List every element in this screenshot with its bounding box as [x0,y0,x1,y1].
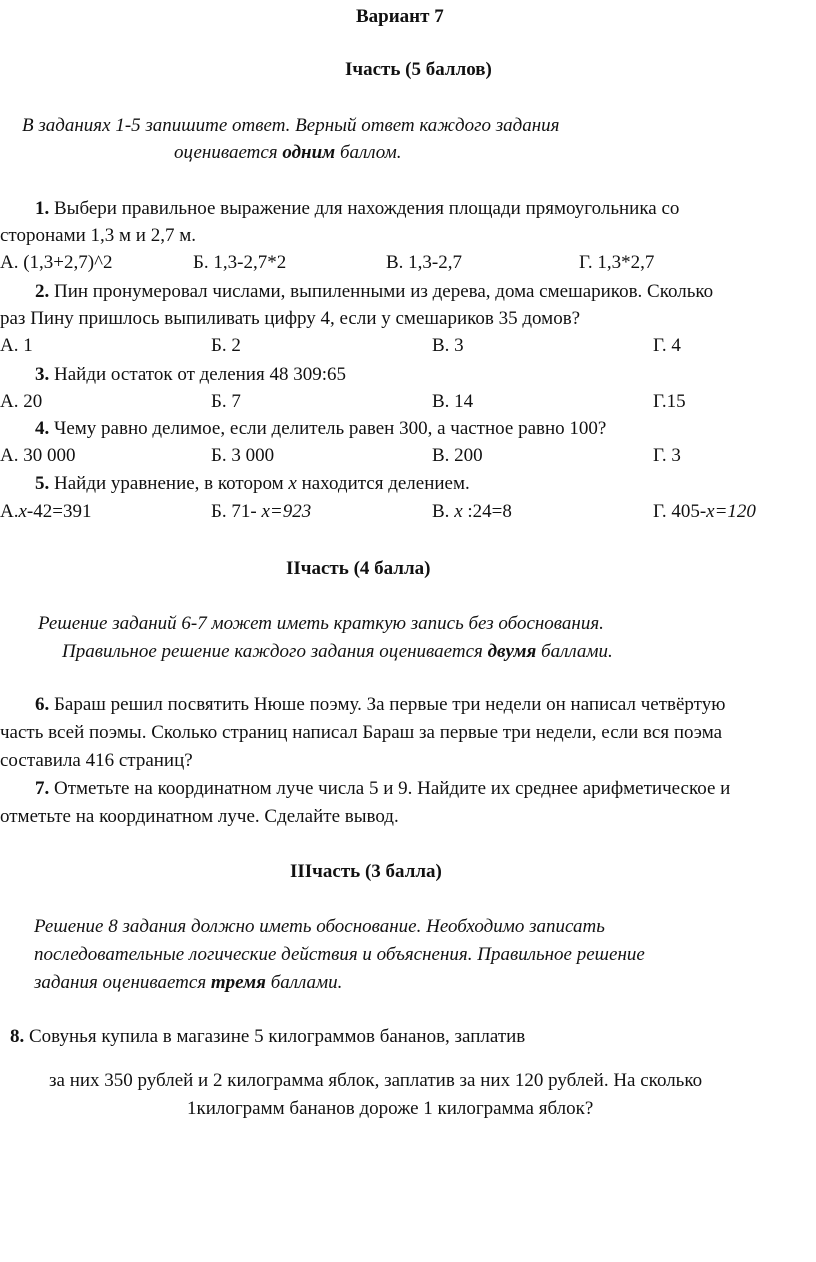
task-2-text: 2. Пин пронумеровал числами, выпиленными из дерева, дома смешариков. Сколько [35,281,714,302]
task-7-text: 7. Отметьте на координатном луче числа 5 и 9. Найдите их среднее арифметическое и [35,778,731,799]
task-4-option-c: В. 200 [432,445,483,466]
task-4-option-a: А. 30 000 [0,445,76,466]
task-6-text-line3: составила 416 страниц? [0,750,193,771]
task-5-option-b: Б. 71- х=923 [211,501,312,522]
task-8-text-line2: за них 350 рублей и 2 килограмма яблок, заплатив за них 120 рублей. На сколько [49,1070,703,1091]
part1-instructions-line1: В заданиях 1-5 запишите ответ. Верный ответ каждого задания [22,115,560,136]
task-2-option-a: А. 1 [0,335,33,356]
task-3-option-b: Б. 7 [211,391,241,412]
task-4-option-b: Б. 3 000 [211,445,275,466]
part3-instructions-line2: последовательные логические действия и объяснения. Правильное решение [34,944,645,965]
task-6-text-line2: часть всей поэмы. Сколько страниц написал Бараш за первые три недели, если вся поэма [0,722,723,743]
task-3-option-c: В. 14 [432,391,474,412]
task-3-text: 3. Найди остаток от деления 48 309:65 [35,364,346,385]
task-4-option-d: Г. 3 [653,445,681,466]
task-5-text: 5. Найди уравнение, в котором х находится делением. [35,473,470,494]
task-6-text: 6. Бараш решил посвятить Нюше поэму. За первые три недели он написал четвёртую [35,694,726,715]
task-5-option-d: Г. 405-х=120 [653,501,756,522]
task-2-text-line2: раз Пину пришлось выпиливать цифру 4, если у смешариков 35 домов? [0,308,581,329]
part2-heading: IIчасть (4 балла) [286,558,431,579]
task-8-text-line3: 1килограмм бананов дороже 1 килограмма яблок? [187,1098,594,1119]
part3-instructions-line3: задания оценивается тремя баллами. [34,972,343,993]
task-5-option-a: А.х-42=391 [0,501,92,522]
task-1-option-c: В. 1,3-2,7 [386,252,462,273]
part3-instructions-line1: Решение 8 задания должно иметь обоснование. Необходимо записать [34,916,605,937]
task-4-text: 4. Чему равно делимое, если делитель равен 300, а частное равно 100? [35,418,607,439]
part2-instructions-line2: Правильное решение каждого задания оценивается двумя баллами. [62,641,613,662]
task-1-text-line2: сторонами 1,3 м и 2,7 м. [0,225,196,246]
part2-instructions-line1: Решение заданий 6-7 может иметь краткую запись без обоснования. [38,613,604,634]
task-1-option-b: Б. 1,3-2,7*2 [193,252,287,273]
task-1-option-a: А. (1,3+2,7)^2 [0,252,113,273]
task-1-text: 1. Выбери правильное выражение для нахождения площади прямоугольника со [35,198,680,219]
task-1-option-d: Г. 1,3*2,7 [579,252,655,273]
part1-heading: Iчасть (5 баллов) [345,59,492,80]
part1-instructions-line2: оценивается одним баллом. [174,142,402,163]
task-2-option-b: Б. 2 [211,335,241,356]
task-2-option-c: В. 3 [432,335,464,356]
task-3-option-a: А. 20 [0,391,43,412]
part3-heading: IIIчасть (3 балла) [290,861,442,882]
task-7-text-line2: отметьте на координатном луче. Сделайте вывод. [0,806,399,827]
task-3-option-d: Г.15 [653,391,686,412]
task-2-option-d: Г. 4 [653,335,681,356]
task-5-option-c: В. х :24=8 [432,501,512,522]
task-8-text: 8. Совунья купила в магазине 5 килограммов бананов, заплатив [10,1026,526,1047]
page-title: Вариант 7 [356,6,444,27]
